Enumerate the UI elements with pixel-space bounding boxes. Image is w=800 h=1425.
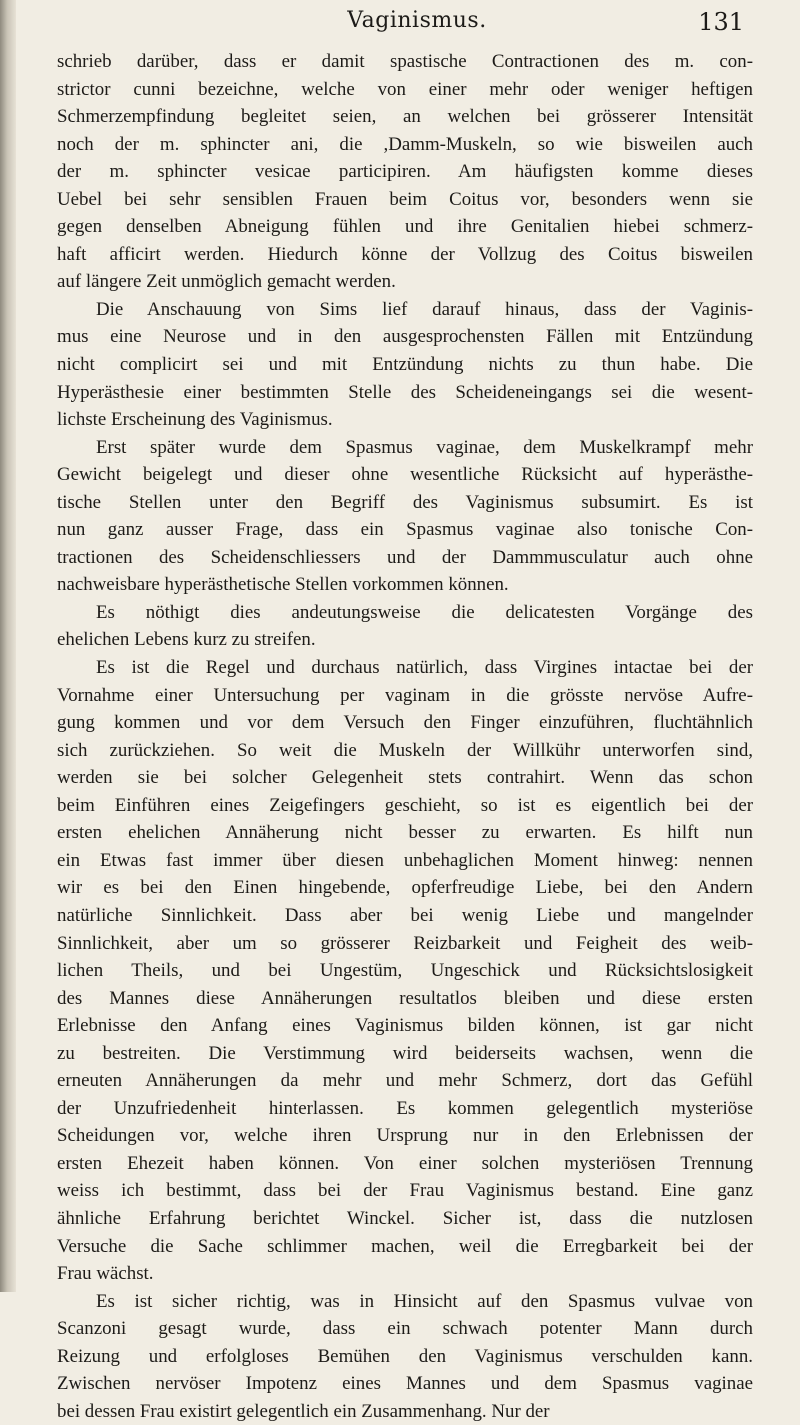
paragraph <box>57 1288 753 1425</box>
text-line: mus eine Neurose und in den ausgesprochensten Fällen mit Entzündung <box>57 326 753 348</box>
running-title: Vaginismus. <box>347 8 487 33</box>
text-line: Sinnlichkeit, aber um so grösserer Reizbarkeit und Feigheit des weib- <box>57 932 753 954</box>
text-line: Schmerzempfindung begleitet seien, an welchen bei grösserer Intensität <box>57 106 753 128</box>
text-line: strictor cunni bezeichne, welche von einer mehr oder weniger heftigen <box>57 78 753 100</box>
text-line: natürliche Sinnlichkeit. Dass aber bei wenig Liebe und mangelnder <box>57 904 753 926</box>
text-line: der m. sphincter vesicae participiren. Am häufigsten komme dieses <box>57 161 753 183</box>
text-line: wir es bei den Einen hingebende, opferfreudige Liebe, bei den Andern <box>57 877 753 899</box>
text-line: gung kommen und vor dem Versuch den Finger einzuführen, fluchtähnlich <box>57 712 753 734</box>
text-line: werden sie bei solcher Gelegenheit stets contrahirt. Wenn das schon <box>57 767 753 789</box>
text-line: sich zurückziehen. So weit die Muskeln der Willkühr unterworfen sind, <box>57 739 753 761</box>
paragraph <box>57 296 753 434</box>
text-line: Erst später wurde dem Spasmus vaginae, dem Muskelkrampf mehr <box>96 436 753 458</box>
text-line: Scheidungen vor, welche ihren Ursprung nur in den Erlebnissen der <box>57 1125 753 1147</box>
body-text <box>57 48 753 1425</box>
text-line: auf längere Zeit unmöglich gemacht werden. <box>57 271 396 293</box>
text-line: nicht complicirt sei und mit Entzündung nichts zu thun habe. Die <box>57 354 753 376</box>
text-line: ähnliche Erfahrung berichtet Winckel. Sicher ist, dass die nutzlosen <box>57 1207 753 1229</box>
paragraph <box>57 48 753 296</box>
text-line: beim Einführen eines Zeigefingers geschieht, so ist es eigentlich bei der <box>57 794 753 816</box>
text-line: Scanzoni gesagt wurde, dass ein schwach potenter Mann durch <box>57 1318 753 1340</box>
text-line: Erlebnisse den Anfang eines Vaginismus bilden können, ist gar nicht <box>57 1015 753 1037</box>
text-line: ein Etwas fast immer über diesen unbehaglichen Moment hinweg: nennen <box>57 849 753 871</box>
text-line: bei dessen Frau existirt gelegentlich ein Zusammenhang. Nur der <box>57 1400 550 1422</box>
text-line: weiss ich bestimmt, dass bei der Frau Vaginismus bestand. Eine ganz <box>57 1180 753 1202</box>
text-line: Zwischen nervöser Impotenz eines Mannes und dem Spasmus vaginae <box>57 1373 753 1395</box>
text-line: Vornahme einer Untersuchung per vaginam in die grösste nervöse Aufre- <box>57 684 753 706</box>
text-line: ersten ehelichen Annäherung nicht besser zu erwarten. Es hilft nun <box>57 822 753 844</box>
text-line: Es ist sicher richtig, was in Hinsicht auf den Spasmus vulvae von <box>96 1290 753 1312</box>
text-line: Es ist die Regel und durchaus natürlich, dass Virgines intactae bei der <box>96 657 753 679</box>
text-line: Die Anschauung von Sims lief darauf hinaus, dass der Vaginis- <box>96 298 753 320</box>
text-line: erneuten Annäherungen da mehr und mehr Schmerz, dort das Gefühl <box>57 1070 753 1092</box>
text-line: Hyperästhesie einer bestimmten Stelle des Scheideneingangs sei die wesent- <box>57 381 753 403</box>
text-line: schrieb darüber, dass er damit spastische Contractionen des m. con- <box>57 51 753 72</box>
text-line: tische Stellen unter den Begriff des Vaginismus subsumirt. Es ist <box>57 491 753 513</box>
text-line: lichen Theils, und bei Ungestüm, Ungeschick und Rücksichtslosigkeit <box>57 960 753 982</box>
text-line: nachweisbare hyperästhetische Stellen vorkommen können. <box>57 574 509 596</box>
text-line: Reizung und erfolgloses Bemühen den Vaginismus verschulden kann. <box>57 1345 753 1367</box>
text-line: Uebel bei sehr sensiblen Frauen beim Coitus vor, besonders wenn sie <box>57 188 753 210</box>
text-line: ersten Ehezeit haben können. Von einer solchen mysteriösen Trennung <box>57 1152 753 1174</box>
text-line: nun ganz ausser Frage, dass ein Spasmus vaginae also tonische Con- <box>57 519 753 541</box>
text-line: ehelichen Lebens kurz zu streifen. <box>57 629 316 651</box>
text-line: Versuche die Sache schlimmer machen, weil die Erregbarkeit bei der <box>57 1235 753 1257</box>
paragraph <box>57 599 753 654</box>
page-header <box>60 8 744 38</box>
text-line: zu bestreiten. Die Verstimmung wird beiderseits wachsen, wenn die <box>57 1042 753 1064</box>
text-line: gegen denselben Abneigung fühlen und ihre Genitalien hiebei schmerz- <box>57 216 753 238</box>
paragraph <box>57 654 753 1288</box>
book-spine-shadow <box>0 0 16 1292</box>
text-line: Es nöthigt dies andeutungsweise die delicatesten Vorgänge des <box>96 601 753 623</box>
text-line: der Unzufriedenheit hinterlassen. Es kommen gelegentlich mysteriöse <box>57 1097 753 1119</box>
text-line: Frau wächst. <box>57 1263 154 1285</box>
text-line: haft afficirt werden. Hiedurch könne der Vollzug des Coitus bisweilen <box>57 243 753 265</box>
text-line: tractionen des Scheidenschliessers und der Dammmusculatur auch ohne <box>57 546 753 568</box>
page-number: 131 <box>698 8 744 36</box>
text-line: noch der m. sphincter ani, die ,Damm-Muskeln, so wie bisweilen auch <box>57 133 753 155</box>
paragraph <box>57 434 753 599</box>
text-line: Gewicht beigelegt und dieser ohne wesentliche Rücksicht auf hyperästhe- <box>57 464 753 486</box>
text-line: lichste Erscheinung des Vaginismus. <box>57 409 333 431</box>
text-line: des Mannes diese Annäherungen resultatlos bleiben und diese ersten <box>57 987 753 1009</box>
